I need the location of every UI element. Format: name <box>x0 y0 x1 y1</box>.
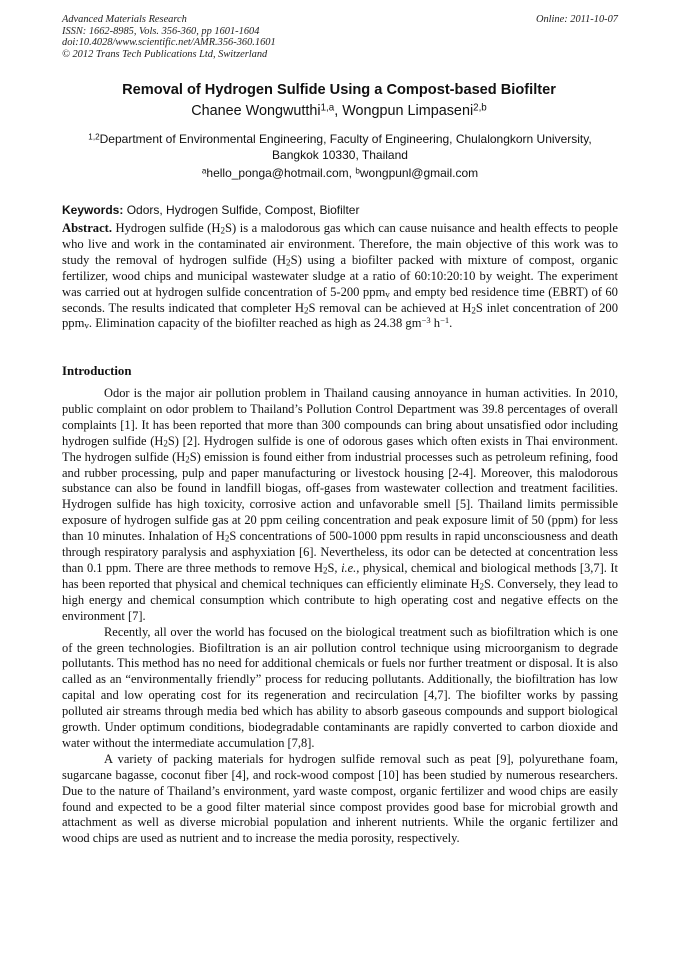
abstract-text: Hydrogen sulfide (H <box>112 221 221 235</box>
online-date: Online: 2011-10-07 <box>535 14 618 25</box>
affiliation-line-2: Bangkok 10330, Thailand <box>272 148 408 162</box>
journal-name: Advanced Materials Research <box>62 14 187 25</box>
subscript: 2 <box>163 438 168 449</box>
abstract-text: h <box>430 316 441 331</box>
abstract-label: Abstract. <box>62 221 113 235</box>
copyright-line: © 2012 Trans Tech Publications Ltd, Switzerland <box>62 48 268 60</box>
italic-text: i.e., <box>341 560 360 575</box>
affiliation <box>62 131 618 163</box>
subscript: 2 <box>185 454 190 465</box>
subscript: 2 <box>303 305 309 316</box>
affiliation-line-1: Department of Environmental Engineering, Faculty of Engineering, Chulalongkorn University, <box>99 132 592 146</box>
paragraph-text: S) [2]. Hydrogen sulfide is one of odorous gases which often exists in Thai environment. The hydrogen sulfide (H <box>62 433 619 464</box>
abstract-text: . <box>449 316 453 331</box>
superscript: −1 <box>440 315 450 326</box>
introduction-body <box>62 386 618 847</box>
paragraph-text: physical, chemical and biological methods [3,7]. It has been reported that physical and chemical techniques can efficiently eliminate H <box>62 560 619 591</box>
paper-title: Removal of Hydrogen Sulfide Using a Compost-based Biofilter <box>122 82 556 98</box>
abstract-text: S removal can be achieved at H <box>308 300 472 315</box>
author-1: Chanee Wongwutthi <box>191 103 321 119</box>
keywords <box>62 203 618 217</box>
email-a-marker: a <box>201 166 207 176</box>
abstract-text: . Elimination capacity of the biofilter reached as high as 24.38 gm <box>88 316 422 331</box>
paragraph-text: S, <box>327 560 342 575</box>
email-b: wongpunl@gmail.com <box>359 166 479 180</box>
intro-paragraph-1 <box>62 386 618 625</box>
subscript: 2 <box>220 225 226 236</box>
paragraph-text: S. Conversely, they lead to high energy and chemical consumption which contribute to high operating cost and negative effects on the environment [7]. <box>62 576 618 623</box>
author-2-affil: 2,b <box>473 102 487 114</box>
subscript: 2 <box>224 533 230 544</box>
intro-paragraph-2: Recently, all over the world has focused on the biological treatment such as biofiltration which is one of the green technologies. Biofiltration is an air pollution control technique using microorganism to degrade pollutants. This method has no need for additional chemicals or fuels nor further treatment or disposal. It is also called as an “environmentally friendly” process for reducing pollutants. Additionally, the biofiltration has low capital and low operating cost for its regeneration and recirculation [4,7]. The biofilter works by passing polluted air streams through media bed which has ability to absorb gaseous compounds and support biological growth. Under optimum conditions, biodegradable contaminants are rapidly converted to carbon dioxide and water without the intermediate accumulation [7,8]. <box>62 624 618 750</box>
subscript: 2 <box>323 565 328 576</box>
issn-line: ISSN: 1662-8985, Vols. 356-360, pp 1601-1604 <box>62 25 260 37</box>
abstract <box>62 221 618 332</box>
journal-header <box>62 14 618 60</box>
author-separator: , <box>334 103 343 119</box>
keywords-label: Keywords: <box>62 203 124 217</box>
subscript: v <box>385 289 390 300</box>
keywords-text: Odors, Hydrogen Sulfide, Compost, Biofilter <box>123 203 360 217</box>
email-a: hello_ponga@hotmail.com, <box>206 166 356 180</box>
paragraph-text: Odor is the major air pollution problem in Thailand causing annoyance in human activities. In 2010, public complaint on odor problem to Thailand’s Pollution Control Department was 39.8 percentages of overall complaints [1]. It has been reported that more than 300 compounds can bring about unsatisfied odor including hydrogen sulfide (H <box>62 386 618 448</box>
author-line <box>40 103 638 119</box>
intro-paragraph-3: A variety of packing materials for hydrogen sulfide removal such as peat [9], polyurethane foam, sugarcane bagasse, coconut fiber [4], and rock-wood compost [10] has been studied by numerous researchers. Due to the nature of Thailand’s environment, yard waste compost, organic fertilizer and wood chips are easily found and expected to be a good filter material since compost provides good base for microbial growth and attachment as well as diverse microbial population and inherent nutrients. While the organic fertilizer and wood chips are used as nutrient and to increase the media porosity, respectively. <box>62 751 618 846</box>
abstract-text: S) using a biofilter packed with mixture of compost, organic fertilizer, wood chips and municipal wastewater sludge at a ratio of 60:10:20:10 by weight. The experiment was carried out at hydrogen sulfide concentration of 5-200 ppm <box>62 252 618 299</box>
superscript: −3 <box>421 315 431 326</box>
affiliation-marker: 1,2 <box>88 132 100 142</box>
subscript: 2 <box>471 305 476 316</box>
doi-line: doi:10.4028/www.scientific.net/AMR.356-360.1601 <box>62 37 276 49</box>
subscript: 2 <box>286 257 291 268</box>
abstract-text: S) is a malodorous gas which can cause nuisance and health effects to people who live and work in the contaminated air environment. Therefore, the main objective of this work was to study the removal of hydrogen sulfide (H <box>62 221 618 267</box>
abstract-text: and empty bed residence time (EBRT) of 60 seconds. The results indicated that completer H <box>62 284 618 315</box>
author-2: Wongpun Limpaseni <box>342 103 474 119</box>
section-heading-introduction: Introduction <box>62 364 132 378</box>
email-line <box>62 166 618 180</box>
subscript: v <box>84 321 89 332</box>
author-1-affil: 1,a <box>320 102 335 114</box>
email-b-marker: b <box>355 166 360 176</box>
abstract-text: S inlet concentration of 200 ppm <box>62 300 618 331</box>
paragraph-text: S concentrations of 500-1000 ppm results in rapid unconsciousness and death through respiratory paralysis and asphyxiation [6]. Nevertheless, its odor can be detected at concentration less than 0.1 ppm. There are three methods to remove H <box>62 529 618 575</box>
subscript: 2 <box>479 581 484 592</box>
paragraph-text: S) emission is found either from industrial processes such as petroleum refining, food and rubber processing, pulp and paper manufacturing or livestock housing [2-4]. Moreover, this malodorous substance can also be found in landfill biogas, off-gases from wastewater collection and treatment facilities. Hydrogen sulfide has high toxicity, corrosive action and unfavorable smell [5]. Thailand limits permissible exposure of hydrogen sulfide gas at 20 ppm ceiling concentration and peak exposure limit of 50 (ppm) for less than 10 minutes. Inhalation of H <box>62 449 618 544</box>
